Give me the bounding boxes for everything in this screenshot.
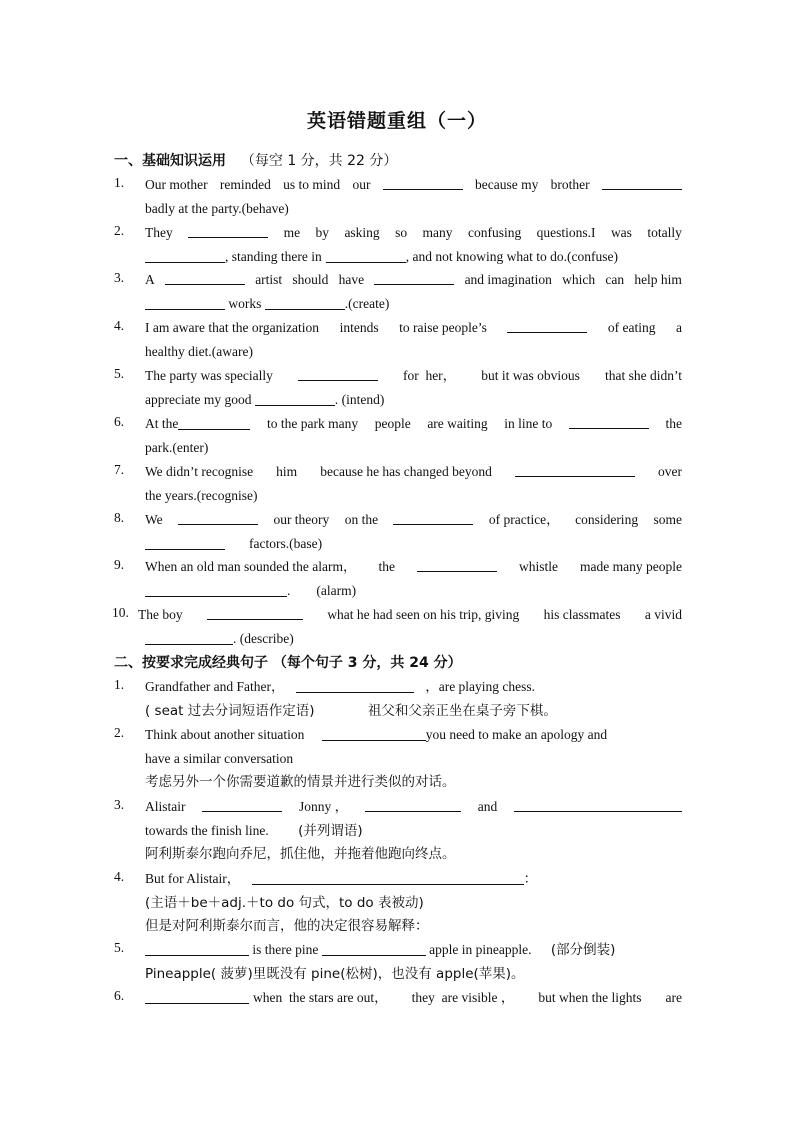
text: questions.I — [536, 225, 596, 240]
question-line — [145, 366, 682, 386]
question-line — [145, 797, 682, 817]
text: The party was specially — [145, 368, 273, 383]
question-line — [145, 390, 682, 410]
text: so — [395, 225, 408, 240]
text: reminded — [219, 177, 271, 192]
text: because he has changed beyond — [320, 464, 492, 479]
text: that she didn’t — [604, 368, 682, 383]
text: can — [605, 272, 625, 287]
answer-blank[interactable] — [178, 510, 258, 525]
text: a vivid — [644, 607, 682, 622]
text: When an old man sounded the alarm， — [145, 559, 357, 574]
answer-blank[interactable] — [145, 941, 249, 956]
answer-blank[interactable] — [145, 535, 225, 550]
question-line — [145, 534, 682, 554]
question-line — [145, 175, 682, 195]
text: (alarm) — [316, 583, 357, 598]
hint-text: (并列谓语) — [298, 823, 363, 839]
text: and imagination — [464, 272, 552, 287]
translation-text: 阿利斯泰尔跑向乔尼，抓住他，并拖着他跑向终点。 — [145, 846, 456, 862]
answer-blank[interactable] — [145, 630, 233, 645]
question-line — [145, 725, 682, 745]
translation-text: 祖父和父亲正坐在桌子旁下棋。 — [367, 703, 557, 719]
text: of eating — [607, 320, 656, 335]
text: our — [352, 177, 371, 192]
text: The boy — [138, 607, 183, 622]
answer-blank[interactable] — [326, 248, 406, 263]
answer-blank[interactable] — [252, 870, 524, 885]
text: are — [665, 990, 682, 1005]
answer-blank[interactable] — [145, 989, 249, 1004]
question-line — [145, 677, 682, 697]
question-line: have a similar conversation — [145, 751, 294, 766]
text: . (intend) — [334, 392, 385, 407]
text: have — [338, 272, 365, 287]
section-1-heading — [114, 150, 397, 170]
answer-blank[interactable] — [145, 248, 225, 263]
text: Grandfather and Father， — [145, 679, 285, 694]
text: but it was obvious — [481, 368, 580, 383]
question-line — [145, 988, 682, 1008]
text: over — [657, 464, 682, 479]
question-line: badly at the party.(behave) — [145, 201, 289, 216]
question-line — [145, 247, 682, 267]
section-2-score: （每个句子 3 分，共 24 分） — [272, 655, 462, 671]
text: they are visible ， — [411, 990, 515, 1005]
text: appreciate my good — [145, 392, 255, 407]
text: to raise people’s — [399, 320, 487, 335]
question-number: 2. — [114, 725, 125, 740]
answer-blank[interactable] — [393, 510, 473, 525]
text: But for Alistair， — [145, 871, 241, 886]
text: intends — [339, 320, 379, 335]
text: his classmates — [543, 607, 621, 622]
answer-blank[interactable] — [514, 797, 682, 812]
question-number: 7. — [114, 462, 125, 477]
text: , standing there in — [225, 249, 322, 264]
answer-blank[interactable] — [322, 726, 426, 741]
question-line — [138, 605, 682, 625]
text: help him — [634, 272, 682, 287]
text: which — [562, 272, 596, 287]
text: was — [610, 225, 632, 240]
hint-text: (主语＋be＋adj.＋to do 句式，to do 表被动) — [145, 895, 424, 911]
answer-blank[interactable] — [188, 223, 268, 238]
text: ： — [523, 871, 538, 886]
section-2-heading — [114, 652, 462, 672]
question-line: healthy diet.(aware) — [145, 344, 253, 359]
text: totally — [647, 225, 682, 240]
answer-blank[interactable] — [365, 797, 461, 812]
answer-blank[interactable] — [602, 175, 682, 190]
question-number: 9. — [114, 557, 125, 572]
question-number: 4. — [114, 869, 125, 884]
question-number: 3. — [114, 270, 125, 285]
answer-blank[interactable] — [569, 414, 649, 429]
text: .(create) — [344, 296, 390, 311]
question-line — [145, 462, 682, 482]
hint-text: ( seat 过去分词短语作定语) — [145, 703, 315, 719]
text: our theory — [273, 512, 330, 527]
text: At the — [145, 416, 179, 431]
answer-blank[interactable] — [165, 270, 245, 285]
text: factors.(base) — [249, 536, 323, 551]
text: They — [145, 225, 173, 240]
translation-text: 但是对阿利斯泰尔而言，他的决定很容易解释： — [145, 918, 429, 934]
text: Our mother — [145, 177, 208, 192]
text: for her， — [402, 368, 457, 383]
question-line — [145, 270, 682, 290]
question-line — [145, 414, 682, 434]
question-line — [145, 821, 682, 841]
text: you need to make an apology and — [425, 727, 608, 742]
question-line: . (alarm) — [145, 581, 682, 601]
answer-blank[interactable] — [145, 582, 287, 597]
text: We didn’t recognise — [145, 464, 254, 479]
text: the — [378, 559, 395, 574]
text: a — [675, 320, 682, 335]
text: Think about another situation — [145, 727, 305, 742]
text: are waiting — [427, 416, 488, 431]
text: on the — [344, 512, 379, 527]
text: brother — [550, 177, 590, 192]
text: I am aware that the organization — [145, 320, 320, 335]
answer-blank[interactable] — [145, 295, 225, 310]
question-line: the years.(recognise) — [145, 488, 258, 503]
question-line: park.(enter) — [145, 440, 209, 455]
text: asking — [344, 225, 380, 240]
translation-text: Pineapple( 菠萝)里既没有 pine(松树)，也没有 apple(苹果)。 — [145, 966, 525, 982]
hint-text: (部分倒装) — [550, 942, 616, 958]
question-number: 2. — [114, 223, 125, 238]
text: . (describe) — [233, 631, 294, 646]
text: by — [315, 225, 330, 240]
text: people — [374, 416, 411, 431]
text: of practice， — [488, 512, 560, 527]
question-number: 10. — [112, 605, 129, 620]
text: , and not knowing what to do.(confuse) — [405, 249, 618, 264]
answer-blank[interactable] — [296, 678, 414, 693]
text: should — [292, 272, 329, 287]
text: some — [653, 512, 682, 527]
page-title: 英语错题重组（一） — [306, 111, 487, 132]
answer-blank[interactable] — [374, 270, 454, 285]
question-number: 5. — [114, 940, 125, 955]
text: works — [225, 296, 265, 311]
answer-blank[interactable] — [322, 941, 426, 956]
text: made many people — [580, 559, 682, 574]
text: Jonny ， — [299, 799, 349, 814]
answer-blank[interactable] — [207, 605, 303, 620]
answer-blank[interactable] — [515, 462, 635, 477]
text: Alistair — [145, 799, 186, 814]
answer-blank[interactable] — [265, 295, 345, 310]
question-number: 5. — [114, 366, 125, 381]
answer-blank[interactable] — [255, 391, 335, 406]
answer-blank[interactable] — [202, 797, 282, 812]
text: A — [145, 272, 155, 287]
question-line — [145, 294, 682, 314]
question-line — [145, 940, 682, 960]
question-line — [145, 557, 682, 577]
text: what he had seen on his trip, giving — [327, 607, 520, 622]
text: in line to — [504, 416, 553, 431]
text: confusing — [467, 225, 522, 240]
text: him — [276, 464, 298, 479]
question-number: 8. — [114, 510, 125, 525]
text: when the stars are out， — [253, 990, 388, 1005]
text: apple in pineapple. — [429, 942, 532, 957]
text: is there pine — [252, 942, 319, 957]
question-number: 1. — [114, 677, 125, 692]
question-line — [145, 510, 682, 530]
question-number: 6. — [114, 988, 125, 1003]
question-line — [145, 701, 682, 721]
text: artist — [255, 272, 283, 287]
question-number: 4. — [114, 318, 125, 333]
text: but when the lights — [538, 990, 642, 1005]
question-number: 3. — [114, 797, 125, 812]
answer-blank[interactable] — [417, 557, 497, 572]
answer-blank[interactable] — [507, 318, 587, 333]
answer-blank[interactable] — [383, 175, 463, 190]
answer-blank[interactable] — [178, 415, 250, 430]
section-1-title: 一、基础知识运用 — [114, 153, 226, 169]
question-line — [145, 223, 682, 243]
section-1-score: （每空 1 分，共 22 分） — [240, 153, 398, 169]
question-number: 6. — [114, 414, 125, 429]
text: We — [145, 512, 163, 527]
text: towards the finish line. — [145, 823, 269, 838]
text: the — [665, 416, 682, 431]
text: many — [422, 225, 453, 240]
question-number: 1. — [114, 175, 125, 190]
question-line — [145, 869, 682, 889]
text: whistle — [519, 559, 558, 574]
section-2-title: 二、按要求完成经典句子 — [114, 655, 268, 671]
text: and — [477, 799, 498, 814]
text: us to mind — [283, 177, 341, 192]
question-line — [145, 629, 682, 649]
question-line — [145, 318, 682, 338]
text: to the park many — [266, 416, 359, 431]
text: because my — [475, 177, 539, 192]
text: ，are playing chess. — [425, 679, 536, 694]
translation-text: 考虑另外一个你需要道歉的情景并进行类似的对话。 — [145, 774, 456, 790]
text: considering — [575, 512, 639, 527]
text: me — [283, 225, 301, 240]
answer-blank[interactable] — [298, 366, 378, 381]
